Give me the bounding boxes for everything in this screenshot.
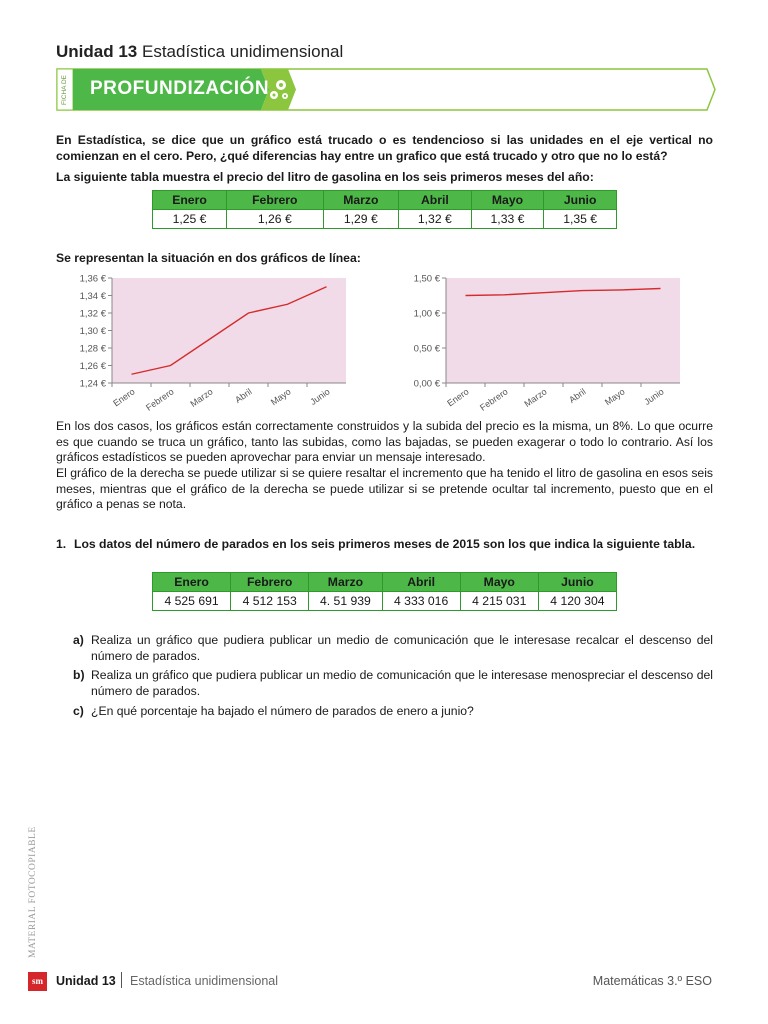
table-cell: 1,35 € — [544, 210, 617, 229]
photocopiable-note: MATERIAL FOTOCOPIABLE — [28, 826, 38, 958]
x-tick-label: Mayo — [602, 386, 627, 408]
table-header-cell: Enero — [153, 191, 227, 210]
x-tick-label: Junio — [642, 386, 666, 407]
x-tick-label: Abril — [233, 386, 254, 405]
footer-divider — [121, 972, 122, 988]
banner-side-label — [57, 73, 69, 107]
table-row — [153, 210, 617, 229]
table-cell: 4 333 016 — [382, 592, 460, 611]
footer-topic: Estadística unidimensional — [130, 974, 278, 988]
table-header-cell: Junio — [544, 191, 617, 210]
x-tick-label: Marzo — [188, 386, 215, 409]
table-cell: 4 525 691 — [153, 592, 231, 611]
plot-area — [446, 278, 680, 383]
y-tick-label: 0,00 € — [413, 378, 440, 390]
x-tick-label: Abril — [567, 386, 588, 405]
question-text: Los datos del número de parados en los seis primeros meses de 2015 son los que indica la siguiente tabla. — [74, 537, 696, 551]
table-intro: La siguiente tabla muestra el precio del litro de gasolina en los seis primeros meses del año: — [56, 170, 594, 184]
banner-title: PROFUNDIZACIÓN — [90, 78, 270, 99]
y-tick-label: 1,50 € — [413, 273, 440, 285]
table-cell: 1,26 € — [227, 210, 324, 229]
x-tick-label: Enero — [111, 386, 137, 409]
y-tick-label: 1,00 € — [413, 308, 440, 320]
y-tick-label: 1,26 € — [79, 361, 106, 372]
table-header-cell: Febrero — [231, 573, 309, 592]
table-header-cell: Abril — [382, 573, 460, 592]
zero-based-line-chart — [390, 268, 690, 413]
x-tick-label: Febrero — [144, 386, 176, 413]
y-tick-label: 1,24 € — [79, 378, 106, 390]
y-tick-label: 1,30 € — [79, 326, 106, 337]
unemployment-table-header — [153, 573, 617, 592]
y-tick-label: 1,28 € — [79, 343, 106, 355]
item-letter-b: b) — [73, 668, 85, 682]
y-tick-label: 0,50 € — [413, 343, 440, 355]
price-table-header — [153, 191, 617, 210]
table-cell: 1,33 € — [471, 210, 544, 229]
explanation-paragraph-2: El gráfico de la derecha se puede utilizar si se quiere resaltar el incremento que ha tenido el litro de gasolina en esos seis meses, mientras que el gráfico de la derecha se puede utilizar si se pretende ocultar tal incremento, puesto que en el gráfico a penas se nota. — [56, 466, 713, 511]
table-cell: 4 512 153 — [231, 592, 309, 611]
y-tick-label: 1,36 € — [79, 273, 106, 285]
table-header-cell: Marzo — [323, 191, 398, 210]
publisher-logo: sm — [28, 972, 47, 991]
explanation-paragraph-1: En los dos casos, los gráficos están correctamente construidos y la subida del precio es la misma, un 8%. Lo que ocurre es que cuando se truca un gráfico, tanto las subidas, como las bajadas, se pueden exagerar o todo lo contrario. Así los gráficos estadísticos se pueden aprovechar para enviar un mensaje interesado. — [56, 419, 713, 464]
table-cell: 4. 51 939 — [309, 592, 382, 611]
intro-paragraph: En Estadística, se dice que un gráfico está trucado o es tendencioso si las unidades en el eje vertical no comienzan en el cero. Pero, ¿qué diferencias hay entre un grafico que está trucado y otro que no lo está? — [56, 133, 713, 163]
x-tick-label: Junio — [308, 386, 332, 407]
table-header-cell: Junio — [538, 573, 616, 592]
table-cell: 1,25 € — [153, 210, 227, 229]
price-table — [152, 190, 617, 229]
table-header-cell: Mayo — [460, 573, 538, 592]
item-letter-a: a) — [73, 633, 84, 647]
table-header-cell: Febrero — [227, 191, 324, 210]
table-header-cell: Mayo — [471, 191, 544, 210]
unemployment-table — [152, 572, 617, 611]
unit-title: Unidad 13 Estadística unidimensional — [56, 42, 344, 61]
footer-unit: Unidad 13 — [56, 974, 116, 988]
item-text-a: Realiza un gráfico que pudiera publicar un medio de comunicación que le interesase recalcar el descenso del número de parados. — [91, 633, 713, 663]
table-row — [153, 592, 617, 611]
truncated-line-chart — [56, 268, 356, 413]
y-tick-label: 1,34 € — [79, 291, 106, 302]
item-letter-c: c) — [73, 704, 84, 718]
item-text-c: ¿En qué porcentaje ha bajado el número de parados de enero a junio? — [91, 704, 474, 718]
x-tick-label: Febrero — [478, 386, 510, 413]
svg-text:FICHA DE: FICHA DE — [61, 75, 68, 105]
y-tick-label: 1,32 € — [79, 308, 106, 320]
question-number: 1. — [56, 537, 67, 551]
charts-intro: Se representan la situación en dos gráficos de línea: — [56, 251, 361, 265]
table-header-cell: Enero — [153, 573, 231, 592]
table-cell: 4 215 031 — [460, 592, 538, 611]
x-tick-label: Mayo — [268, 386, 293, 408]
table-cell: 4 120 304 — [538, 592, 616, 611]
table-cell: 1,29 € — [323, 210, 398, 229]
table-header-cell: Marzo — [309, 573, 382, 592]
item-text-b: Realiza un gráfico que pudiera publicar un medio de comunicación que le interesase menospreciar el descenso del número de parados. — [91, 668, 713, 698]
table-cell: 1,32 € — [399, 210, 472, 229]
x-tick-label: Marzo — [522, 386, 549, 409]
footer-subject: Matemáticas 3.º ESO — [592, 974, 712, 988]
table-header-cell: Abril — [399, 191, 472, 210]
x-tick-label: Enero — [445, 386, 471, 409]
